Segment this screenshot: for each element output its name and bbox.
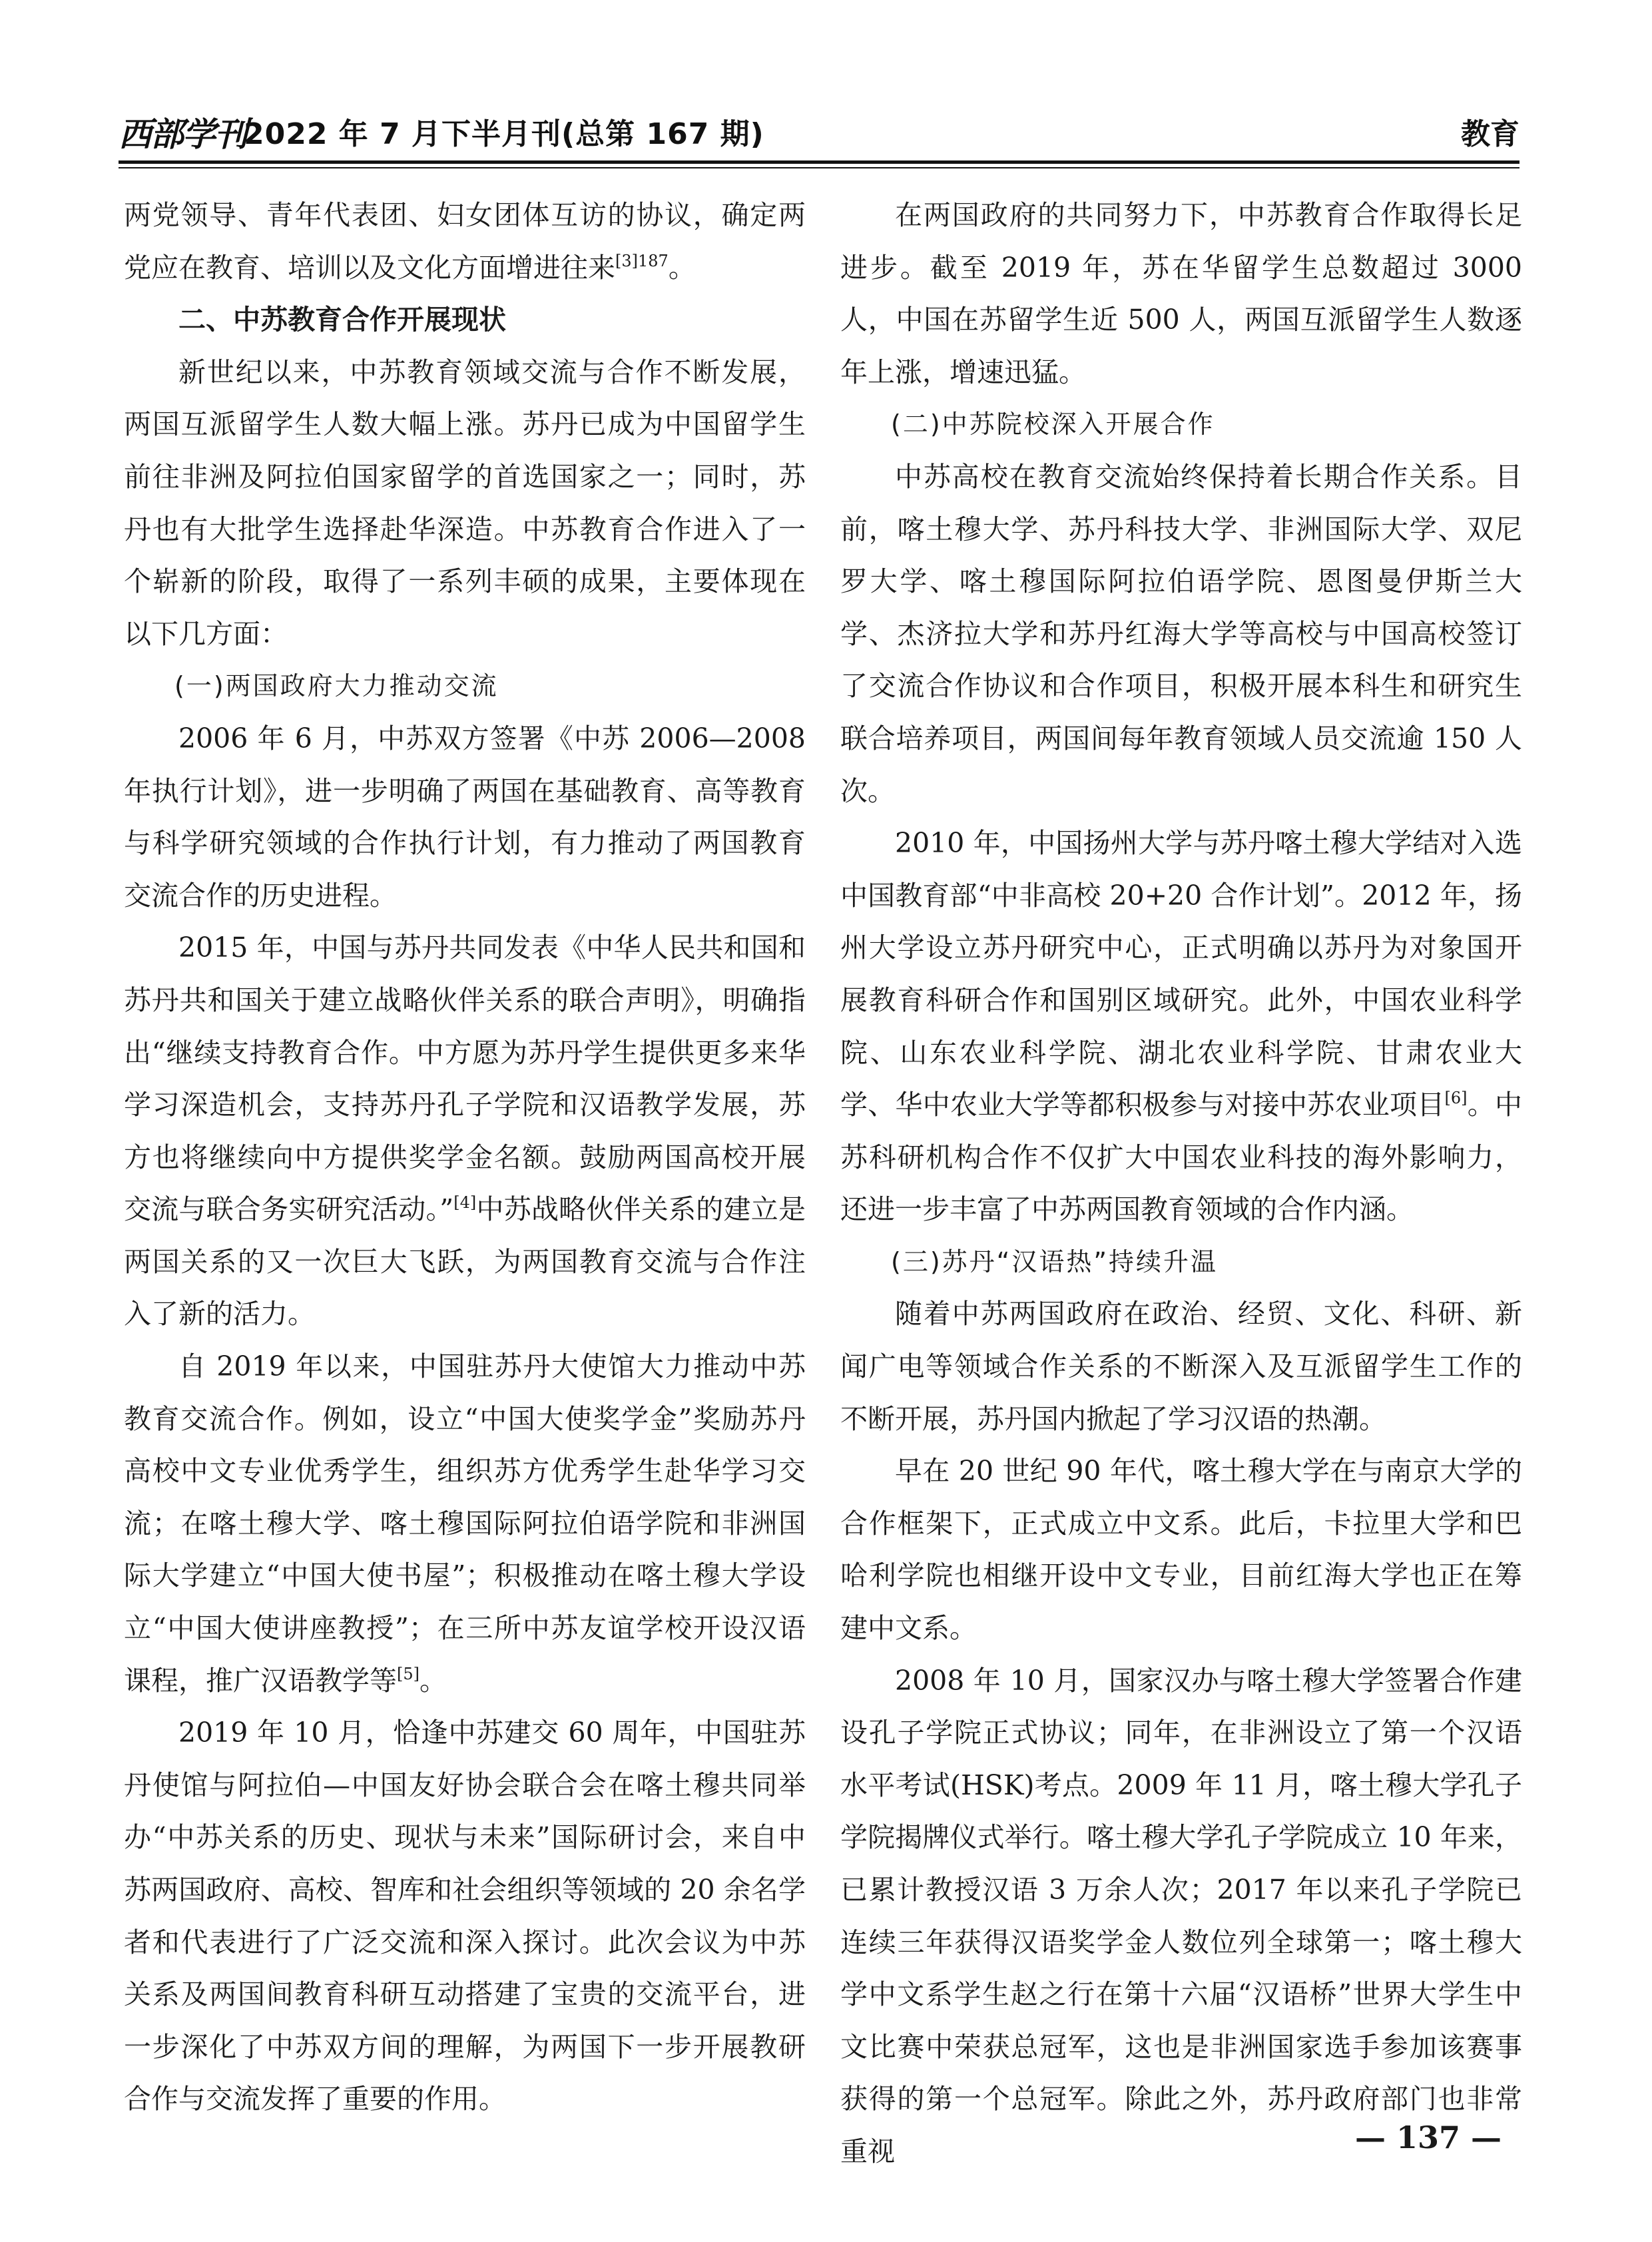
- paragraph: 在两国政府的共同努力下，中苏教育合作取得长足进步。截至 2019 年，苏在华留学生总数超过 3000 人，中国在苏留学生近 500 人，两国互派留学生人数逐年上涨，增速迅猛。: [840, 199, 1522, 388]
- paragraph: 2019 年 10 月，恰逢中苏建交 60 周年，中国驻苏丹使馆与阿拉伯—中国友好协会联合会在喀土穆共同举办“中苏关系的历史、现状与未来”国际研讨会，来自中苏两国政府、高校、智库和社会组织等领域的 20 余名学者和代表进行了广泛交流和深入探讨。此次会议为中苏关系及两国间教育科研互动搭建了宝贵的交流平台，进一步深化了中苏双方间的理解，为两国下一步开展教研合作与交流发挥了重要的作用。: [124, 1717, 806, 2115]
- citation: [3]187: [615, 251, 669, 270]
- citation: [6]: [1444, 1089, 1468, 1108]
- paragraph: 2008 年 10 月，国家汉办与喀土穆大学签署合作建设孔子学院正式协议；同年，在非洲设立了第一个汉语水平考试(HSK)考点。2009 年 11 月，喀土穆大学孔子学院揭牌仪式举行。喀土穆大学孔子学院成立 10 年来，已累计教授汉语 3 万余人次；2017 年以来孔子学院已连续三年获得汉语奖学金人数位列全球第一；喀土穆大学中文系学生赵之行在第十六届“汉语桥”世界大学生中文比赛中荣获总冠军，这也是非洲国家选手参加该赛事获得的第一个总冠军。除此之外，苏丹政府部门也非常重视: [840, 1664, 1522, 2167]
- paragraph: 2010 年，中国扬州大学与苏丹喀土穆大学结对入选中国教育部“中非高校 20+20 合作计划”。2012 年，扬州大学设立苏丹研究中心，正式明确以苏丹为对象国开展教育科研合作和国别区域研究。此外，中国农业科学院、山东农业科学院、湖北农业科学院、甘肃农业大学、华中农业大学等都积极参与对接中苏农业项目[6]。中苏科研机构合作不仅扩大中国农业科技的海外影响力，还进一步丰富了中苏两国教育领域的合作内涵。: [840, 827, 1522, 1226]
- page-number: — 137 —: [1354, 2119, 1502, 2155]
- left-column: [124, 189, 806, 2125]
- running-header: [119, 112, 1519, 158]
- journal-logo: 西部学刊: [119, 115, 246, 154]
- paragraph: 2015 年，中国与苏丹共同发表《中华人民共和国和苏丹共和国关于建立战略伙伴关系的联合声明》，明确指出“继续支持教育合作。中方愿为苏丹学生提供更多来华学习深造机会，支持苏丹孔子学院和汉语教学发展，苏方也将继续向中方提供奖学金名额。鼓励两国高校开展交流与联合务实研究活动。”[4]中苏战略伙伴关系的建立是两国关系的又一次巨大飞跃，为两国教育交流与合作注入了新的活力。: [124, 932, 806, 1330]
- right-column: [840, 189, 1522, 2178]
- section-label: 教育: [1461, 117, 1519, 151]
- paragraph: 中苏高校在教育交流始终保持着长期合作关系。目前，喀土穆大学、苏丹科技大学、非洲国际大学、双尼罗大学、喀土穆国际阿拉伯语学院、恩图曼伊斯兰大学、杰济拉大学和苏丹红海大学等高校与中国高校签订了交流合作协议和合作项目，积极开展本科生和研究生联合培养项目，两国间每年教育领域人员交流逾 150 人次。: [840, 460, 1522, 807]
- subsection-heading: (一)两国政府大力推动交流: [174, 671, 499, 701]
- issue-info: 2022 年 7 月下半月刊(总第 167 期): [244, 117, 764, 151]
- paragraph: 自 2019 年以来，中国驻苏丹大使馆大力推动中苏教育交流合作。例如，设立“中国大使奖学金”奖励苏丹高校中文专业优秀学生，组织苏方优秀学生赴华学习交流；在喀土穆大学、喀土穆国际阿拉伯语学院和非洲国际大学建立“中国大使书屋”；积极推动在喀土穆大学设立“中国大使讲座教授”；在三所中苏友谊学校开设汉语课程，推广汉语教学等[5]。: [124, 1350, 806, 1697]
- citation: [4]: [453, 1193, 477, 1213]
- paragraph: 早在 20 世纪 90 年代，喀土穆大学在与南京大学的合作框架下，正式成立中文系。此后，卡拉里大学和巴哈利学院也相继开设中文专业，目前红海大学也正在筹建中文系。: [840, 1455, 1522, 1645]
- section-heading: 二、中苏教育合作开展现状: [178, 304, 506, 336]
- paragraph: 两党领导、青年代表团、妇女团体互访的协议，确定两党应在教育、培训以及文化方面增进往来$^{[3]187}$。: [124, 199, 806, 284]
- citation: [5]: [397, 1664, 419, 1683]
- paragraph: 2006 年 6 月，中苏双方签署《中苏 2006—2008 年执行计划》，进一步明确了两国在基础教育、高等教育与科学研究领域的合作执行计划，有力推动了两国教育交流合作的历史进程。: [124, 722, 806, 912]
- paragraph: 随着中苏两国政府在政治、经贸、文化、科研、新闻广电等领域合作关系的不断深入及互派留学生工作的不断开展，苏丹国内掀起了学习汉语的热潮。: [840, 1298, 1522, 1435]
- subsection-heading: (三)苏丹“汉语热”持续升温: [891, 1247, 1219, 1276]
- header-rule-thin: [119, 167, 1519, 168]
- paragraph: 新世纪以来，中苏教育领域交流与合作不断发展，两国互派留学生人数大幅上涨。苏丹已成为中国留学生前往非洲及阿拉伯国家留学的首选国家之一；同时，苏丹也有大批学生选择赴华深造。中苏教育合作进入了一个崭新的阶段，取得了一系列丰硕的成果，主要体现在以下几方面：: [124, 356, 806, 650]
- subsection-heading: (二)中苏院校深入开展合作: [891, 410, 1215, 439]
- header-rule-thick: [119, 160, 1519, 164]
